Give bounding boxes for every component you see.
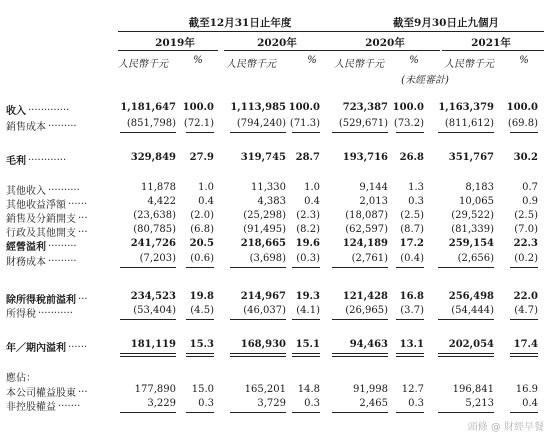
- row-label: 毛利: [6, 156, 26, 167]
- percent-cell: 100.0: [182, 102, 214, 113]
- amount-cell: 4,383: [257, 196, 286, 207]
- double-underline: [120, 353, 176, 357]
- percent-cell: 0.3: [408, 398, 424, 409]
- row-label: 行政及其他開支: [6, 228, 76, 239]
- row-label: 除所得稅前溢利: [6, 295, 76, 306]
- double-underline: [332, 353, 388, 357]
- table-row: [0, 339, 550, 352]
- amount-cell: (46,037): [243, 305, 286, 316]
- unit-label-2: 人民幣千元: [226, 59, 276, 70]
- percent-cell: 100.0: [288, 102, 320, 113]
- unit-label-4: 人民幣千元: [444, 59, 494, 70]
- percent-cell: 22.0: [513, 291, 538, 302]
- table-row: [0, 196, 550, 209]
- subtotal-underline: [186, 132, 214, 133]
- percent-cell: (2.3): [296, 210, 320, 221]
- table-row: [0, 152, 550, 165]
- row-label: 其他收益淨額: [6, 200, 66, 211]
- watermark: 頭條 @ 財經早餐: [467, 422, 544, 433]
- amount-cell: 214,967: [240, 291, 286, 302]
- row-leader-dots: .......: [58, 398, 81, 409]
- subtotal-underline: [332, 132, 388, 133]
- amount-cell: 256,498: [448, 291, 494, 302]
- amount-cell: (851,798): [126, 118, 176, 129]
- subtotal-underline: [396, 412, 424, 413]
- percent-cell: 30.2: [513, 152, 538, 163]
- amount-cell: 1,113,985: [230, 102, 286, 113]
- percent-cell: 0.3: [408, 196, 424, 207]
- amount-cell: 94,463: [349, 339, 388, 350]
- row-leader-dots: .........: [48, 253, 77, 264]
- row-leader-dots: .............: [28, 102, 70, 113]
- amount-cell: 177,890: [134, 384, 176, 395]
- amount-cell: 121,428: [342, 291, 388, 302]
- percent-cell: (6.8): [190, 224, 214, 235]
- unaudited-note: (未經審計): [401, 75, 449, 86]
- percent-cell: 100.0: [392, 102, 424, 113]
- table-row: [0, 305, 550, 318]
- amount-cell: (25,298): [243, 210, 286, 221]
- row-leader-dots: ......: [68, 196, 88, 207]
- amount-cell: 218,665: [240, 238, 286, 249]
- header-group-nine-months: 截至9月30日止九個月: [393, 17, 499, 29]
- row-leader-dots: ............: [28, 152, 67, 163]
- percent-cell: 27.9: [189, 152, 214, 163]
- percent-cell: 17.2: [399, 238, 424, 249]
- amount-cell: (53,404): [133, 305, 176, 316]
- amount-cell: (81,339): [451, 224, 494, 235]
- amount-cell: (80,785): [133, 224, 176, 235]
- percent-label-4: %: [519, 55, 529, 66]
- percent-cell: 28.7: [295, 152, 320, 163]
- subtotal-underline: [230, 132, 286, 133]
- subtotal-underline: [230, 319, 286, 320]
- header-rule-year-end: [118, 31, 336, 32]
- subtotal-underline: [332, 412, 388, 413]
- row-label: 銷售成本: [6, 122, 46, 133]
- row-leader-dots: .........: [48, 238, 77, 249]
- table-row: [0, 384, 550, 397]
- subtotal-underline: [120, 267, 176, 268]
- amount-cell: 259,154: [448, 238, 494, 249]
- percent-cell: 17.4: [513, 339, 538, 350]
- percent-cell: (2.5): [400, 210, 424, 221]
- amount-cell: 11,878: [141, 182, 176, 193]
- year-rule-2021-nm: [442, 50, 544, 51]
- percent-cell: (72.1): [183, 118, 214, 129]
- subtotal-underline: [510, 412, 538, 413]
- percent-cell: 19.3: [295, 291, 320, 302]
- subtotal-underline: [292, 132, 320, 133]
- amount-cell: 9,144: [359, 182, 388, 193]
- percent-cell: (0.3): [296, 253, 320, 264]
- percent-cell: 0.7: [522, 182, 538, 193]
- subtotal-underline: [332, 319, 388, 320]
- amount-cell: 181,119: [130, 339, 176, 350]
- year-2021-nine-months: 2021年: [471, 37, 511, 49]
- percent-cell: (0.2): [514, 253, 538, 264]
- year-rule-2020-nm: [332, 50, 440, 51]
- amount-cell: 319,745: [240, 152, 286, 163]
- subtotal-underline: [396, 267, 424, 268]
- table-row: [0, 224, 550, 237]
- subtotal-underline: [396, 319, 424, 320]
- percent-cell: 26.8: [399, 152, 424, 163]
- percent-cell: (4.1): [296, 305, 320, 316]
- percent-cell: 15.0: [191, 384, 214, 395]
- amount-cell: 168,930: [240, 339, 286, 350]
- amount-cell: (29,522): [451, 210, 494, 221]
- percent-cell: (4.5): [190, 305, 214, 316]
- year-2020-full: 2020年: [257, 37, 297, 49]
- table-row: [0, 182, 550, 195]
- subtotal-underline: [396, 132, 424, 133]
- table-row: [0, 238, 550, 251]
- double-underline: [230, 353, 286, 357]
- amount-cell: 124,189: [342, 238, 388, 249]
- amount-cell: (3,698): [249, 253, 286, 264]
- amount-cell: 241,726: [130, 238, 176, 249]
- percent-cell: 15.1: [295, 339, 320, 350]
- table-row: [0, 398, 550, 411]
- percent-cell: 19.6: [295, 238, 320, 249]
- percent-cell: (73.2): [393, 118, 424, 129]
- percent-cell: (4.7): [514, 305, 538, 316]
- percent-cell: 14.8: [297, 384, 320, 395]
- subtotal-underline: [438, 412, 494, 413]
- row-label: 本公司權益股東: [6, 388, 76, 399]
- amount-cell: 1,181,647: [120, 102, 176, 113]
- amount-cell: 723,387: [342, 102, 388, 113]
- percent-cell: 19.8: [189, 291, 214, 302]
- subtotal-underline: [292, 267, 320, 268]
- percent-cell: 0.4: [522, 398, 538, 409]
- amount-cell: 234,523: [130, 291, 176, 302]
- amount-cell: (54,444): [451, 305, 494, 316]
- percent-cell: (2.5): [514, 210, 538, 221]
- amount-cell: (18,087): [345, 210, 388, 221]
- double-underline: [396, 353, 424, 357]
- subtotal-underline: [438, 132, 494, 133]
- percent-cell: 13.1: [399, 339, 424, 350]
- amount-cell: 165,201: [244, 384, 286, 395]
- row-leader-dots: ..........: [48, 182, 80, 193]
- row-leader-dots: ...: [78, 210, 88, 221]
- unit-label-3: 人民幣千元: [334, 59, 384, 70]
- unit-label-1: 人民幣千元: [118, 59, 168, 70]
- percent-cell: 22.3: [513, 238, 538, 249]
- row-leader-dots: ...: [78, 224, 88, 235]
- row-label: 其他收入: [6, 186, 46, 197]
- table-row: [0, 291, 550, 304]
- header-group-year-end: 截至12月31日止年度: [188, 17, 292, 29]
- double-underline: [438, 353, 494, 357]
- row-leader-dots: ...: [78, 291, 88, 302]
- subtotal-underline: [438, 319, 494, 320]
- year-rule-2019: [118, 50, 218, 51]
- amount-cell: (26,965): [345, 305, 388, 316]
- row-leader-dots: ...........: [38, 305, 73, 316]
- double-underline: [186, 353, 214, 357]
- subtotal-underline: [120, 132, 176, 133]
- amount-cell: 2,465: [359, 398, 388, 409]
- percent-cell: (69.8): [507, 118, 538, 129]
- year-rule-2020: [224, 50, 336, 51]
- percent-cell: 1.0: [304, 182, 320, 193]
- percent-cell: (8.7): [400, 224, 424, 235]
- amount-cell: 351,767: [448, 152, 494, 163]
- percent-cell: 16.9: [515, 384, 538, 395]
- row-label: 年／期內溢利: [6, 343, 66, 354]
- table-row: [0, 118, 550, 131]
- row-leader-dots: ...: [78, 384, 88, 395]
- amount-cell: (529,671): [338, 118, 388, 129]
- subtotal-underline: [510, 132, 538, 133]
- amount-cell: 3,229: [147, 398, 176, 409]
- double-underline: [292, 353, 320, 357]
- percent-cell: 1.0: [198, 182, 214, 193]
- percent-label-3: %: [409, 55, 419, 66]
- amount-cell: (23,638): [133, 210, 176, 221]
- amount-cell: 1,163,379: [438, 102, 494, 113]
- subtotal-underline: [230, 267, 286, 268]
- row-label: 應佔：: [6, 373, 36, 384]
- subtotal-underline: [186, 267, 214, 268]
- subtotal-underline: [510, 267, 538, 268]
- amount-cell: (7,203): [139, 253, 176, 264]
- percent-cell: (3.7): [400, 305, 424, 316]
- amount-cell: (2,656): [457, 253, 494, 264]
- row-label: 收入: [6, 106, 26, 117]
- amount-cell: (91,495): [243, 224, 286, 235]
- amount-cell: 4,422: [147, 196, 176, 207]
- row-leader-dots: ......: [68, 339, 88, 350]
- subtotal-underline: [292, 319, 320, 320]
- amount-cell: 5,213: [465, 398, 494, 409]
- year-2019: 2019年: [155, 37, 195, 49]
- percent-cell: 20.5: [189, 238, 214, 249]
- subtotal-underline: [186, 319, 214, 320]
- percent-cell: (0.6): [190, 253, 214, 264]
- row-label: 經營溢利: [6, 242, 46, 253]
- year-2020-nine-months: 2020年: [365, 37, 405, 49]
- percent-label-1: %: [193, 55, 203, 66]
- subtotal-underline: [120, 412, 176, 413]
- percent-cell: 12.7: [401, 384, 424, 395]
- amount-cell: 202,054: [448, 339, 494, 350]
- percent-cell: 0.9: [522, 196, 538, 207]
- amount-cell: (2,761): [351, 253, 388, 264]
- amount-cell: 193,716: [342, 152, 388, 163]
- percent-cell: (7.0): [514, 224, 538, 235]
- percent-cell: (0.4): [400, 253, 424, 264]
- double-underline: [510, 353, 538, 357]
- row-label: 銷售及分銷開支: [6, 214, 76, 225]
- amount-cell: 196,841: [452, 384, 494, 395]
- subtotal-underline: [186, 412, 214, 413]
- percent-cell: 0.4: [304, 196, 320, 207]
- percent-cell: 0.3: [304, 398, 320, 409]
- percent-cell: (8.2): [296, 224, 320, 235]
- percent-cell: (2.0): [190, 210, 214, 221]
- subtotal-underline: [292, 412, 320, 413]
- amount-cell: (62,597): [345, 224, 388, 235]
- percent-cell: 1.3: [408, 182, 424, 193]
- table-row: [0, 210, 550, 223]
- row-label: 非控股權益: [6, 402, 56, 413]
- table-row: [0, 253, 550, 266]
- amount-cell: 11,330: [251, 182, 286, 193]
- percent-cell: 16.8: [399, 291, 424, 302]
- subtotal-underline: [332, 267, 388, 268]
- row-label: 所得稅: [6, 309, 36, 320]
- percent-cell: 15.3: [189, 339, 214, 350]
- percent-cell: (71.3): [289, 118, 320, 129]
- amount-cell: 329,849: [130, 152, 176, 163]
- subtotal-underline: [510, 319, 538, 320]
- amount-cell: 8,183: [465, 182, 494, 193]
- row-leader-dots: .........: [48, 118, 77, 129]
- table-row: [0, 102, 550, 115]
- subtotal-underline: [120, 319, 176, 320]
- amount-cell: 91,998: [353, 384, 388, 395]
- subtotal-underline: [230, 412, 286, 413]
- header-rule-nine-months: [332, 31, 544, 32]
- amount-cell: (794,240): [236, 118, 286, 129]
- percent-cell: 0.4: [198, 196, 214, 207]
- table-row: [0, 369, 550, 382]
- percent-cell: 100.0: [506, 102, 538, 113]
- amount-cell: 3,729: [257, 398, 286, 409]
- amount-cell: 2,013: [359, 196, 388, 207]
- row-label: 財務成本: [6, 257, 46, 268]
- percent-cell: 0.3: [198, 398, 214, 409]
- amount-cell: 10,065: [459, 196, 494, 207]
- percent-label-2: %: [307, 55, 317, 66]
- subtotal-underline: [438, 267, 494, 268]
- amount-cell: (811,612): [444, 118, 494, 129]
